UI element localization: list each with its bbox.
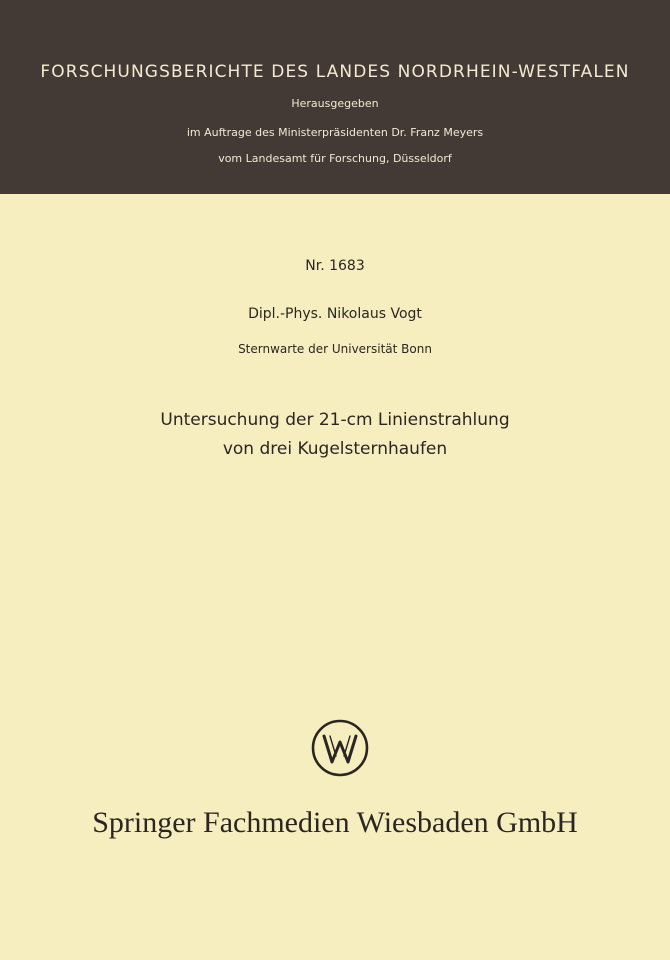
header-editor-line: Herausgegeben [291, 97, 379, 110]
report-title-line-1: Untersuchung der 21-cm Linienstrahlung [160, 410, 510, 430]
header-commission-line: im Auftrage des Ministerpräsidenten Dr. Franz Meyers [186, 126, 484, 139]
publisher-name: Springer Fachmedien Wiesbaden GmbH [92, 806, 578, 839]
westdeutscher-verlag-logo-icon [310, 718, 370, 778]
report-number: Nr. 1683 [305, 258, 365, 274]
author-institution: Sternwarte der Universität Bonn [238, 342, 432, 356]
header-band [0, 0, 670, 194]
series-title: FORSCHUNGSBERICHTE DES LANDES NORDRHEIN-WESTFALEN [40, 62, 630, 82]
author-name: Dipl.-Phys. Nikolaus Vogt [248, 306, 422, 322]
report-title-line-2: von drei Kugelsternhaufen [222, 439, 448, 459]
header-office-line: vom Landesamt für Forschung, Düsseldorf [218, 152, 452, 165]
